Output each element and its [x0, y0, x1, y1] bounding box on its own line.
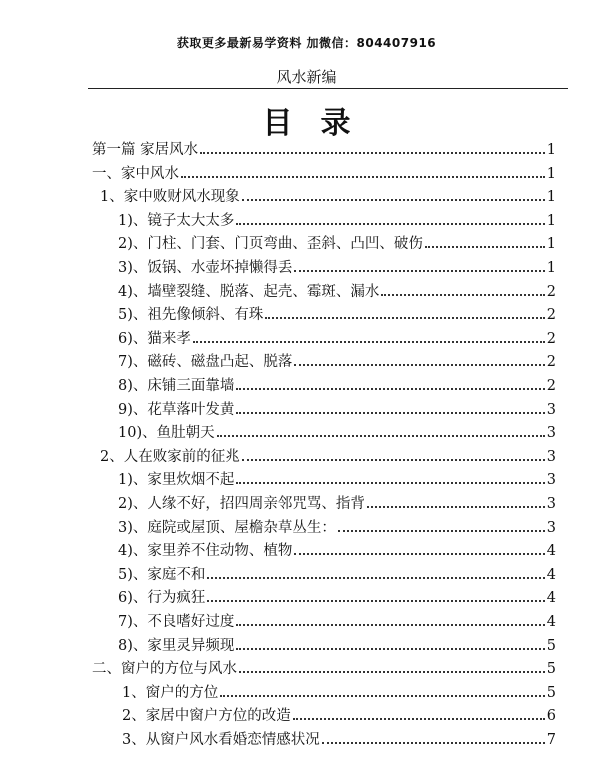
toc-entry-title: 4)、家里养不住动物、植物 [118, 543, 293, 560]
toc-entry[interactable] [122, 728, 556, 750]
toc-entry-title: 3)、饭锅、水壶坏掉懒得丢 [118, 260, 293, 276]
toc-entry[interactable] [118, 303, 556, 325]
toc-entry[interactable] [100, 185, 556, 207]
toc-entry-page: 1 [546, 142, 556, 158]
toc-entry-title: 1)、家里炊烟不起 [118, 472, 235, 489]
toc-leader-dots [294, 364, 544, 366]
toc-entry[interactable] [118, 492, 556, 514]
toc-entry-page: 2 [546, 354, 556, 371]
toc-entry-title: 一、家中风水 [92, 165, 179, 182]
toc-leader-dots [236, 648, 544, 650]
toc-leader-dots [236, 624, 544, 626]
toc-entry[interactable] [118, 586, 556, 608]
toc-leader-dots [236, 482, 544, 484]
toc-entry[interactable] [122, 681, 556, 703]
toc-leader-dots [381, 294, 544, 296]
toc-leader-dots [265, 317, 544, 319]
toc-entry-title: 2)、人缘不好，招四周亲邻咒骂、指背 [118, 496, 365, 512]
toc-entry-title: 6)、猫来孝 [118, 330, 191, 347]
toc-entry-page: 5 [546, 637, 556, 654]
toc-entry-title: 6)、行为疯狂 [118, 590, 206, 607]
toc-entry-title: 2、人在败家前的征兆 [100, 448, 240, 465]
toc-entry-page: 1 [546, 212, 556, 229]
toc-leader-dots [294, 270, 544, 272]
toc-leader-dots [200, 152, 545, 154]
toc-entry[interactable] [118, 232, 556, 254]
toc-entry-page: 4 [546, 543, 556, 560]
toc-leader-dots [425, 246, 545, 248]
toc-entry-title: 1、窗户的方位 [122, 684, 219, 701]
toc-title: 目录 [262, 106, 379, 141]
toc-leader-dots [338, 530, 545, 532]
toc-entry[interactable] [122, 704, 556, 726]
watermark-banner: 获取更多最新易学资料 加微信：804407916 [176, 36, 437, 50]
toc-entry[interactable] [118, 539, 556, 561]
toc-leader-dots [217, 435, 545, 437]
toc-entry-page: 3 [546, 401, 556, 418]
toc-entry-page: 3 [546, 448, 556, 465]
toc-leader-dots [294, 553, 544, 555]
toc-entry[interactable] [92, 162, 556, 184]
toc-entry-title: 3、从窗户风水看婚恋情感状况 [122, 732, 320, 748]
toc-entry[interactable] [118, 209, 556, 231]
running-head: 风水新编 [276, 68, 337, 86]
toc-entry-page: 3 [546, 519, 556, 536]
toc-entry-title: 二、窗户的方位与风水 [92, 661, 237, 678]
toc-entry[interactable] [118, 374, 556, 396]
toc-entry-page: 4 [546, 590, 556, 607]
toc-entry[interactable] [118, 610, 556, 632]
toc-entry[interactable] [118, 421, 556, 443]
toc-leader-dots [207, 600, 544, 602]
toc-entry-page: 7 [546, 732, 556, 748]
toc-entry-page: 1 [546, 260, 556, 276]
toc-entry-page: 3 [546, 472, 556, 489]
header-rule [88, 88, 568, 89]
toc-entry-title: 7)、不良嗜好过度 [118, 614, 235, 630]
toc-entry[interactable] [92, 138, 556, 160]
toc-entry-title: 8)、床铺三面靠墙 [118, 378, 235, 394]
toc-entry-page: 5 [546, 684, 556, 701]
toc-entry[interactable] [100, 445, 556, 467]
toc-entry[interactable] [118, 516, 556, 538]
toc-leader-dots [239, 671, 545, 673]
toc-entry-page: 1 [546, 165, 556, 182]
toc-entry[interactable] [118, 280, 556, 302]
toc-entry-page: 4 [546, 614, 556, 630]
toc-entry-page: 4 [546, 566, 556, 583]
toc-entry-title: 5)、祖先像倾斜、有珠 [118, 307, 264, 324]
toc-entry-title: 第一篇 家居风水 [92, 142, 199, 158]
toc-entry-page: 1 [546, 236, 556, 253]
toc-entry-title: 10)、鱼肚朝天 [118, 425, 215, 442]
toc-leader-dots [220, 695, 545, 697]
toc-entry[interactable] [118, 634, 556, 656]
toc-entry-title: 1、家中败财风水现象 [100, 189, 240, 206]
toc-entry[interactable] [118, 350, 556, 372]
toc-entry-page: 2 [546, 378, 556, 394]
toc-entry-page: 1 [546, 189, 556, 206]
toc-leader-dots [236, 412, 544, 414]
toc-entry-title: 2)、门柱、门套、门页弯曲、歪斜、凸凹、破伤 [118, 236, 423, 253]
toc-leader-dots [193, 341, 545, 343]
toc-leader-dots [322, 742, 545, 744]
toc-leader-dots [293, 718, 545, 720]
toc-entry[interactable] [118, 327, 556, 349]
toc-entry-title: 5)、家庭不和 [118, 566, 206, 583]
toc-entry[interactable] [118, 563, 556, 585]
toc-entry-page: 2 [546, 307, 556, 324]
toc-leader-dots [207, 577, 544, 579]
toc-entry-title: 8)、家里灵异频现 [118, 637, 235, 654]
toc-leader-dots [181, 176, 545, 178]
toc-leader-dots [242, 459, 545, 461]
toc-entry-title: 7)、磁砖、磁盘凸起、脱落 [118, 354, 293, 371]
toc-leader-dots [236, 388, 544, 390]
toc-entry-page: 5 [546, 661, 556, 678]
toc-entry-title: 2、家居中窗户方位的改造 [122, 708, 291, 725]
toc-entry-page: 2 [546, 330, 556, 347]
toc-entry-title: 9)、花草落叶发黄 [118, 401, 235, 418]
toc-entry[interactable] [118, 398, 556, 420]
toc-entry[interactable] [118, 468, 556, 490]
toc-leader-dots [367, 506, 545, 508]
toc-entry[interactable] [118, 256, 556, 278]
toc-leader-dots [236, 223, 544, 225]
toc-entry-title: 4)、墙壁裂缝、脱落、起壳、霉斑、漏水 [118, 283, 380, 300]
toc-entry-page: 6 [546, 708, 556, 725]
toc-entry-page: 3 [546, 425, 556, 442]
toc-leader-dots [242, 199, 545, 201]
toc-entry[interactable] [92, 657, 556, 679]
toc-entry-title: 3)、庭院或屋顶、屋檐杂草丛生： [118, 519, 336, 536]
toc-entry-title: 1)、镜子太大太多 [118, 212, 235, 229]
toc-entry-page: 3 [546, 496, 556, 512]
toc-entry-page: 2 [546, 283, 556, 300]
